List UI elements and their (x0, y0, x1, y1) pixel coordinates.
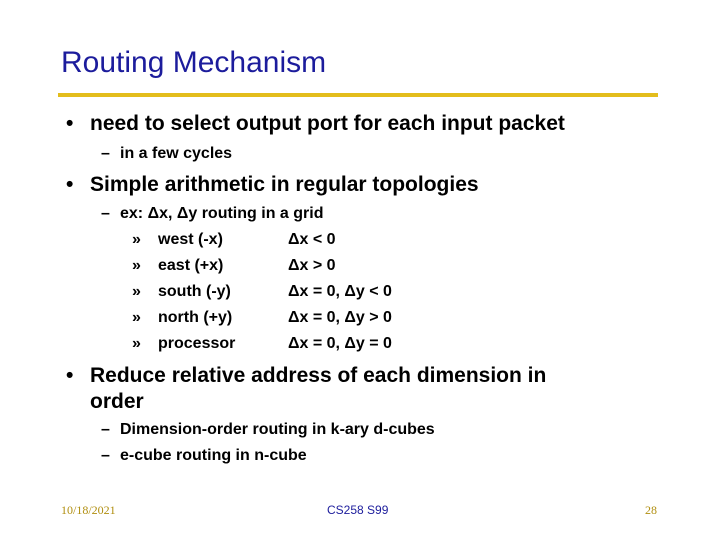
routing-rule-row (132, 335, 392, 353)
sub-bullet-marker: » (132, 283, 141, 300)
title-underline (58, 93, 658, 97)
bullet-3-sub-1-text: Dimension-order routing in k-ary d-cubes (120, 421, 435, 438)
routing-rule-condition: Δx < 0 (288, 231, 336, 248)
routing-rule-condition: Δx = 0, Δy > 0 (288, 309, 392, 326)
bullet-3-sub-2-text: e-cube routing in n-cube (120, 447, 307, 464)
bullet-3-sub-1 (101, 421, 435, 439)
footer-page-number: 28 (645, 503, 657, 517)
bullet-3-text-line-1: Reduce relative address of each dimension in (90, 364, 547, 387)
bullet-dot: • (66, 173, 74, 196)
sub-bullet-marker: » (132, 309, 141, 326)
routing-rule-direction: processor (158, 335, 236, 352)
bullet-3-text-line-2: order (90, 390, 144, 413)
slide-title: Routing Mechanism (61, 46, 327, 79)
bullet-3 (66, 364, 546, 388)
routing-rule-direction: west (-x) (158, 231, 223, 248)
dash-marker: – (101, 145, 110, 162)
bullet-1-text: need to select output port for each input packet (90, 112, 565, 135)
dash-marker: – (101, 421, 110, 438)
routing-rule-direction: south (-y) (158, 283, 231, 300)
bullet-2 (66, 173, 479, 197)
sub-bullet-marker: » (132, 335, 141, 352)
routing-rule-condition: Δx = 0, Δy < 0 (288, 283, 392, 300)
bullet-2-sub-text: ex: Δx, Δy routing in a grid (120, 205, 324, 222)
routing-rule-row (132, 309, 392, 327)
routing-rule-row (132, 257, 336, 275)
footer-course: CS258 S99 (327, 503, 389, 517)
bullet-1-sub-1 (101, 145, 232, 163)
bullet-dot: • (66, 112, 74, 135)
bullet-1-sub-1-text: in a few cycles (120, 145, 233, 162)
bullet-3-sub-2 (101, 447, 307, 465)
sub-bullet-marker: » (132, 231, 141, 248)
sub-bullet-marker: » (132, 257, 141, 274)
dash-marker: – (101, 447, 110, 464)
routing-rule-row (132, 231, 336, 249)
routing-rule-row (132, 283, 392, 301)
footer-date: 10/18/2021 (61, 503, 116, 517)
bullet-dot: • (66, 364, 74, 387)
routing-rule-condition: Δx > 0 (288, 257, 336, 274)
bullet-2-text: Simple arithmetic in regular topologies (90, 173, 479, 196)
bullet-1 (66, 112, 565, 136)
bullet-2-sub (101, 205, 323, 223)
routing-rule-condition: Δx = 0, Δy = 0 (288, 335, 392, 352)
routing-rule-direction: east (+x) (158, 257, 224, 274)
dash-marker: – (101, 205, 110, 222)
routing-rule-direction: north (+y) (158, 309, 233, 326)
